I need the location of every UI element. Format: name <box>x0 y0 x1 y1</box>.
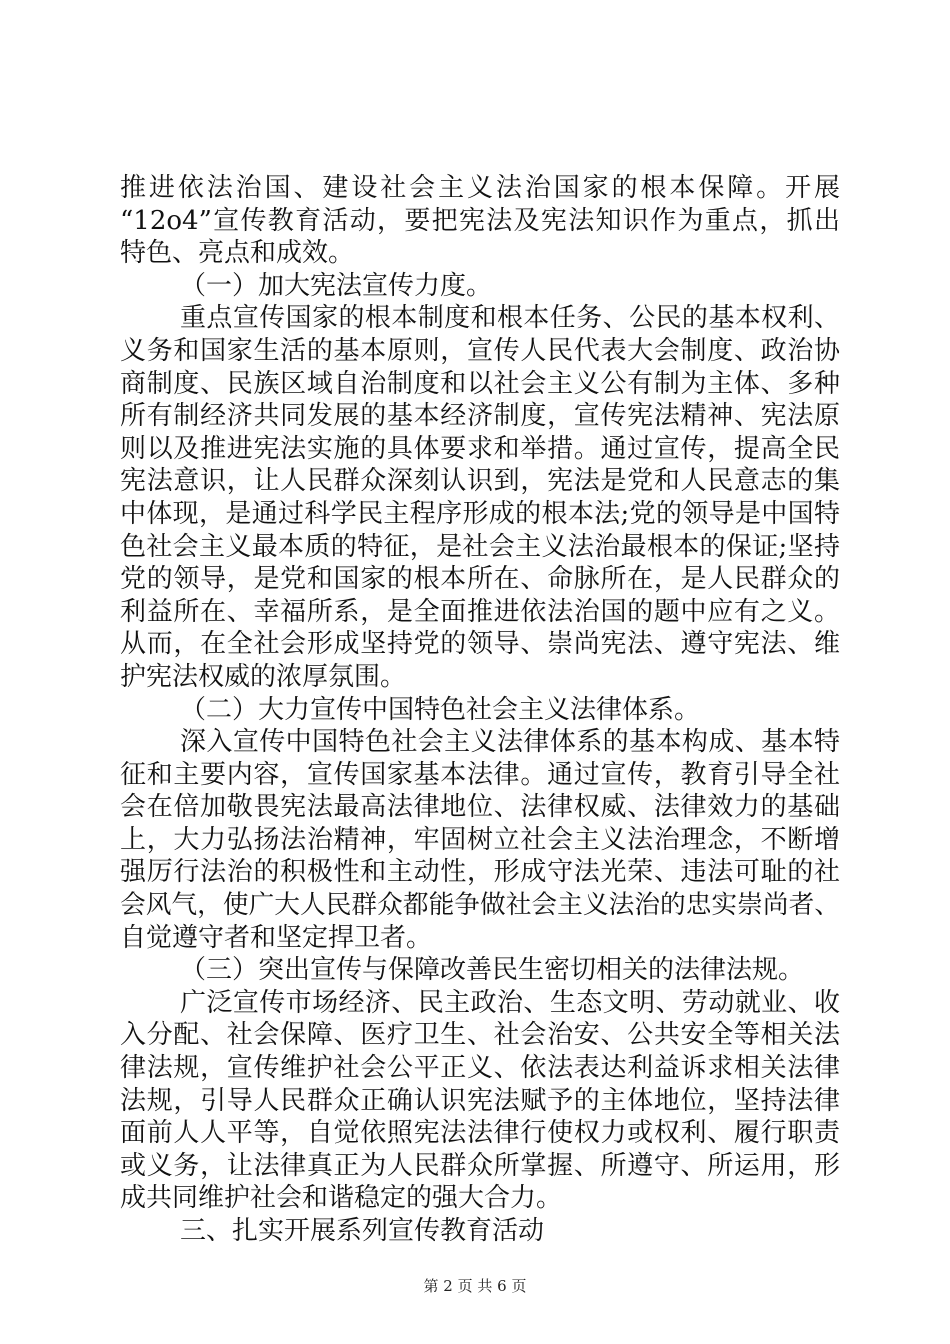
text-line: 商制度、民族区域自治制度和以社会主义公有制为主体、多种 <box>120 368 840 399</box>
text-line: 色社会主义最本质的特征，是社会主义法治最根本的保证;坚持 <box>120 531 840 562</box>
text-line: 入分配、社会保障、医疗卫生、社会治安、公共安全等相关法 <box>120 1020 840 1051</box>
text-line: 广泛宣传市场经济、民主政治、生态文明、劳动就业、收 <box>180 987 840 1018</box>
text-line: （一）加大宪法宣传力度。 <box>180 270 493 301</box>
text-line: 中体现，是通过科学民主程序形成的根本法;党的领导是中国特 <box>120 498 840 529</box>
text-line: 推进依法治国、建设社会主义法治国家的根本保障。开展 <box>120 173 840 203</box>
text-line: 利益所在、幸福所系，是全面推进依法治国的题中应有之义。 <box>120 596 840 627</box>
text-line: 会风气，使广大人民群众都能争做社会主义法治的忠实崇尚者、 <box>120 890 840 921</box>
text-line: 成共同维护社会和谐稳定的强大合力。 <box>120 1183 563 1214</box>
text-line: 自觉遵守者和坚定捍卫者。 <box>120 922 433 953</box>
text-line: 从而，在全社会形成坚持党的领导、崇尚宪法、遵守宪法、维 <box>120 629 840 660</box>
text-line: 强厉行法治的积极性和主动性，形成守法光荣、违法可耻的社 <box>120 857 840 888</box>
text-line: 护宪法权威的浓厚氛围。 <box>120 661 407 692</box>
text-line: 面前人人平等，自觉依照宪法法律行使权力或权利、履行职责 <box>120 1118 840 1149</box>
text-line: （二）大力宣传中国特色社会主义法律体系。 <box>180 694 701 725</box>
text-line: 会在倍加敬畏宪法最高法律地位、法律权威、法律效力的基础 <box>120 792 840 823</box>
text-line: 宪法意识，让人民群众深刻认识到，宪法是党和人民意志的集 <box>120 466 840 497</box>
text-line: “12o4”宣传教育活动，要把宪法及宪法知识作为重点，抓出 <box>120 205 840 236</box>
text-line: 重点宣传国家的根本制度和根本任务、公民的基本权利、 <box>180 303 840 334</box>
text-line: 或义务，让法律真正为人民群众所掌握、所遵守、所运用，形 <box>120 1150 840 1181</box>
document-body <box>120 172 840 1248</box>
text-line: 特色、亮点和成效。 <box>120 238 355 269</box>
text-line: 则以及推进宪法实施的具体要求和举措。通过宣传，提高全民 <box>120 433 840 464</box>
page-footer: 第 2 页 共 6 页 <box>423 1277 527 1295</box>
text-line: 法规，引导人民群众正确认识宪法赋予的主体地位，坚持法律 <box>120 1085 840 1116</box>
text-line: 上，大力弘扬法治精神，牢固树立社会主义法治理念，不断增 <box>120 824 840 855</box>
text-line: （三）突出宣传与保障改善民生密切相关的法律法规。 <box>180 955 805 986</box>
text-line: 征和主要内容，宣传国家基本法律。通过宣传，教育引导全社 <box>120 759 840 790</box>
text-line: 律法规，宣传维护社会公平正义、依法表达利益诉求相关法律 <box>120 1053 840 1084</box>
text-line: 党的领导，是党和国家的根本所在、命脉所在，是人民群众的 <box>120 564 840 595</box>
text-line: 所有制经济共同发展的基本经济制度，宣传宪法精神、宪法原 <box>120 401 840 432</box>
text-line: 深入宣传中国特色社会主义法律体系的基本构成、基本特 <box>180 727 840 758</box>
text-line: 义务和国家生活的基本原则，宣传人民代表大会制度、政治协 <box>120 335 840 366</box>
text-line: 三、扎实开展系列宣传教育活动 <box>180 1216 545 1246</box>
